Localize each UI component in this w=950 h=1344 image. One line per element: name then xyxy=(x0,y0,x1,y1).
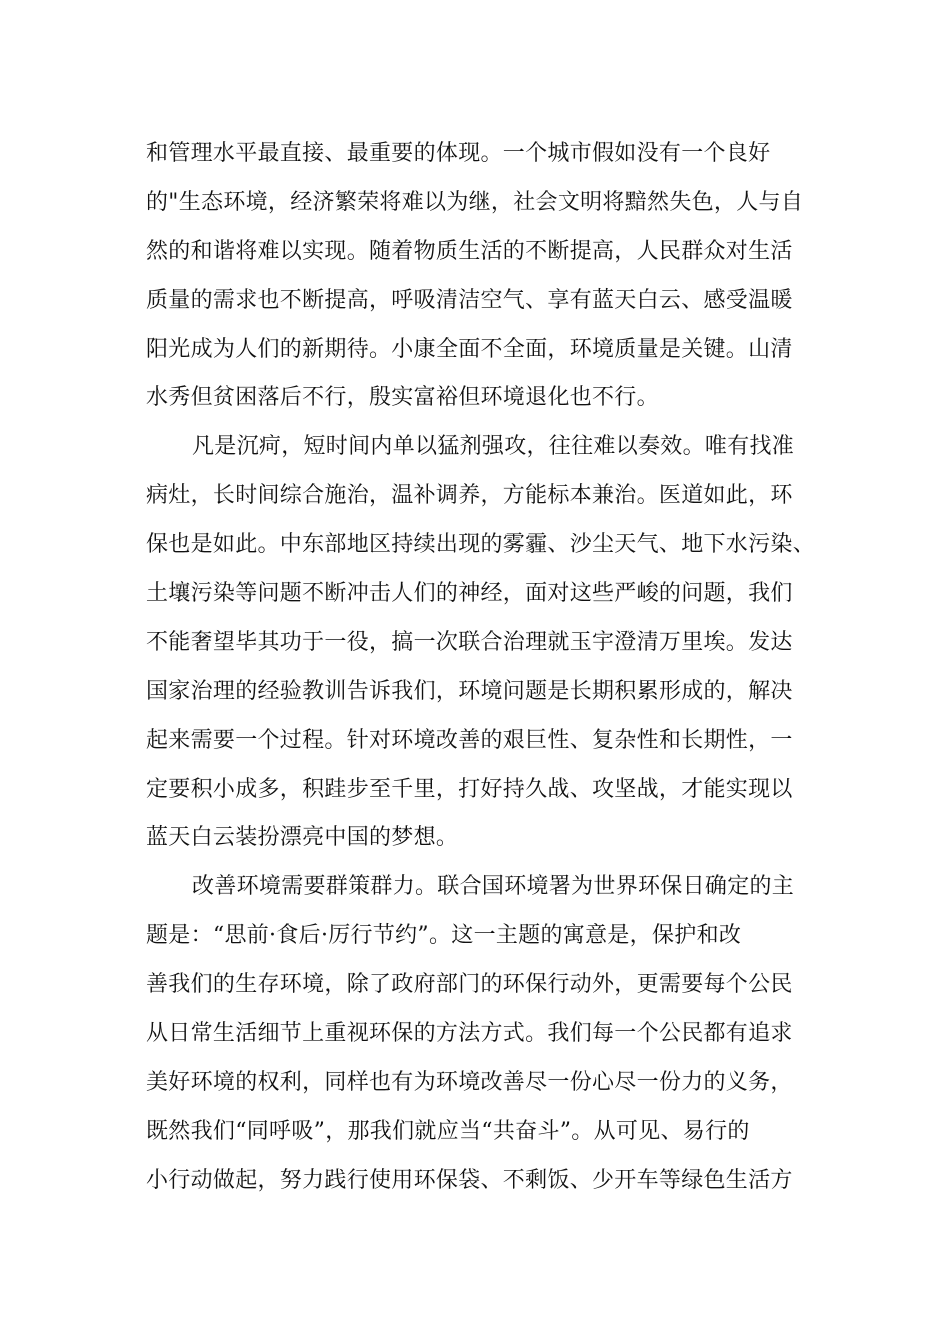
paragraph-line: 质量的需求也不断提高，呼吸清洁空气、享有蓝天白云、感受温暖 xyxy=(146,287,793,313)
paragraph-line: 阳光成为人们的新期待。小康全面不全面，环境质量是关键。山清 xyxy=(146,336,793,362)
paragraph-line: 国家治理的经验教训告诉我们，环境问题是长期积累形成的，解决 xyxy=(146,678,793,704)
paragraph-line: 然的和谐将难以实现。随着物质生活的不断提高，人民群众对生活 xyxy=(146,238,793,264)
paragraph-2 xyxy=(146,423,836,863)
paragraph-1 xyxy=(146,130,836,423)
paragraph-line: 起来需要一个过程。针对环境改善的艰巨性、复杂性和长期性，一 xyxy=(146,727,793,753)
paragraph-line: 美好环境的权利，同样也有为环境改善尽一份心尽一份力的义务， xyxy=(146,1069,793,1095)
paragraph-line: 不能奢望毕其功于一役，搞一次联合治理就玉宇澄清万里埃。发达 xyxy=(146,629,793,655)
paragraph-line: 从日常生活细节上重视环保的方法方式。我们每一个公民都有追求 xyxy=(146,1021,793,1047)
paragraph-line: 和管理水平最直接、最重要的体现。一个城市假如没有一个良好 xyxy=(146,141,771,166)
paragraph-line: 保也是如此。中东部地区持续出现的雾霾、沙尘天气、地下水污染、 xyxy=(146,532,816,558)
paragraph-line: 题是：“思前·食后·厉行节约”。这一主题的寓意是，保护和改 xyxy=(146,923,742,949)
paragraph-line: 水秀但贫困落后不行，殷实富裕但环境退化也不行。 xyxy=(146,385,659,411)
paragraph-line: 小行动做起，努力践行使用环保袋、不剩饭、少开车等绿色生活方 xyxy=(146,1167,793,1193)
paragraph-line: 善我们的生存环境，除了政府部门的环保行动外，更需要每个公民 xyxy=(146,972,793,998)
body-text xyxy=(146,130,836,1206)
paragraph-line: 既然我们“同呼吸”，那我们就应当“共奋斗”。从可见、易行的 xyxy=(146,1118,750,1144)
paragraph-line: 土壤污染等问题不断冲击人们的神经，面对这些严峻的问题，我们 xyxy=(146,581,793,607)
paragraph-line: 定要积小成多，积跬步至千里，打好持久战、攻坚战，才能实现以 xyxy=(146,776,793,802)
paragraph-line: 蓝天白云装扮漂亮中国的梦想。 xyxy=(146,825,459,851)
paragraph-line: 改善环境需要群策群力。联合国环境署为世界环保日确定的主 xyxy=(192,874,795,900)
paragraph-line: 的"生态环境，经济繁荣将难以为继，社会文明将黯然失色，人与自 xyxy=(146,189,804,215)
paragraph-line: 凡是沉疴，短时间内单以猛剂强攻，往往难以奏效。唯有找准 xyxy=(192,434,795,460)
paragraph-line: 病灶，长时间综合施治，温补调养，方能标本兼治。医道如此，环 xyxy=(146,483,793,509)
paragraph-3 xyxy=(146,863,836,1205)
